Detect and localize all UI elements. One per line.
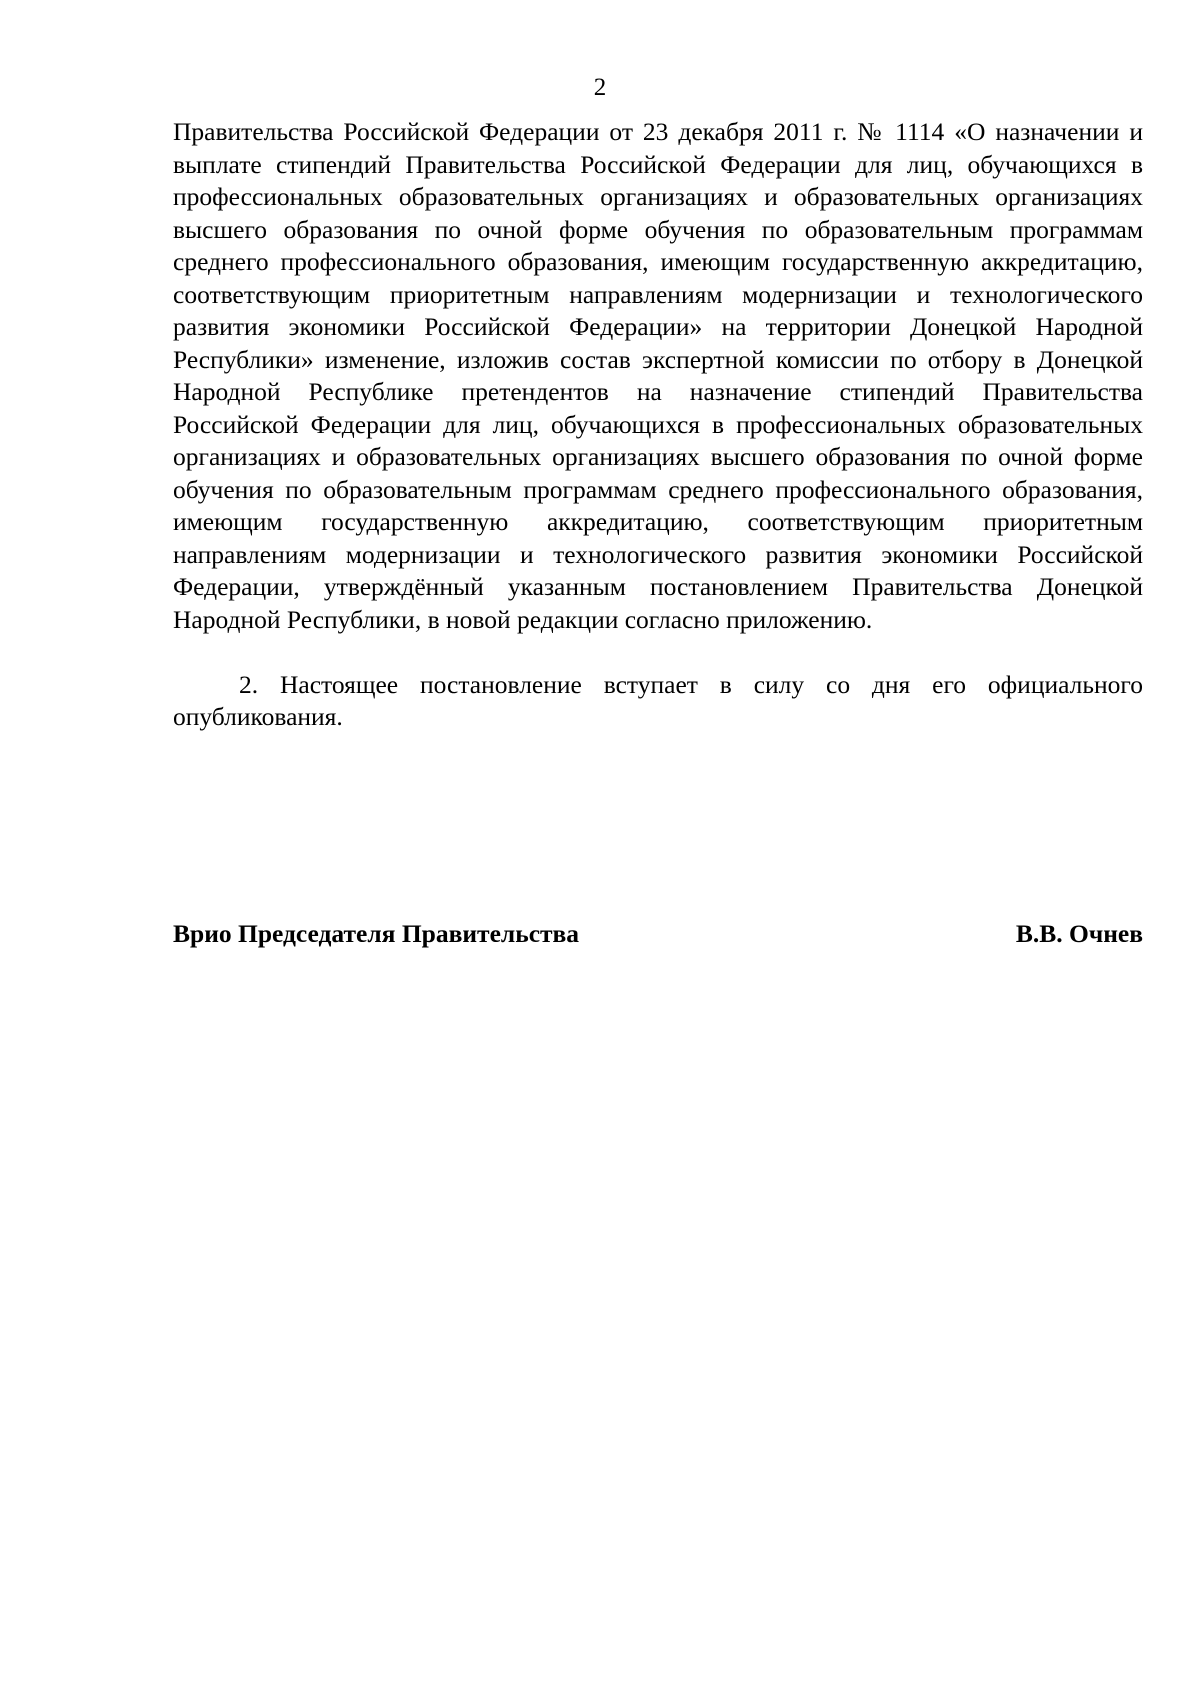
page-number: 2 (593, 74, 607, 101)
signatory-position: Врио Председателя Правительства (173, 919, 580, 948)
signature-block (173, 918, 1143, 950)
paragraph-effective-date: 2. Настоящее постановление вступает в силу со дня его официального опубликования. (173, 669, 1143, 731)
document-body (173, 116, 1143, 734)
signatory-name: В.В. Очнев (1015, 919, 1143, 948)
paragraph-continuation: Правительства Российской Федерации от 23 декабря 2011 г. № 1114 «О назначении и выплате стипендий Правительства Российской Федерации для лиц, обучающихся в профессиональных образовательных организациях и образовательных организациях высшего образования по очной форме обучения по образовательным программам среднего профессионального образования, имеющим государственную аккредитацию, соответствующим приоритетным направлениям модернизации и технологического развития экономики Российской Федерации» на территории Донецкой Народной Республики» изменение, изложив состав экспертной комиссии по отбору в Донецкой Народной Республике претендентов на назначение стипендий Правительства Российской Федерации для лиц, обучающихся в профессиональных образовательных организациях и образовательных организациях высшего образования по очной форме обучения по образовательным программам среднего профессионального образования, имеющим государственную аккредитацию, соответствующим приоритетным направлениям модернизации и технологического развития экономики Российской Федерации, утверждённый указанным постановлением Правительства Донецкой Народной Республики, в новой редакции согласно приложению. (173, 117, 1143, 634)
